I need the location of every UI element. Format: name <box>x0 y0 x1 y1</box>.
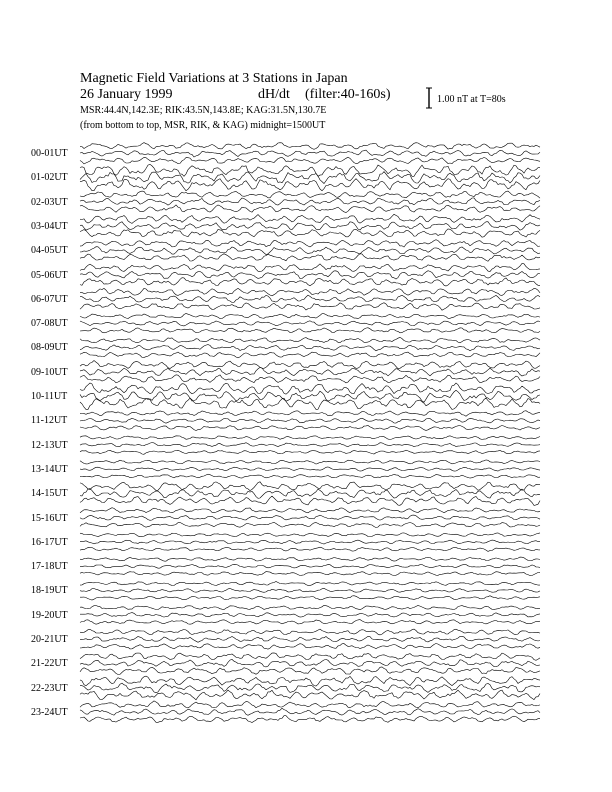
trace-kag <box>80 288 540 295</box>
row-label: 11-12UT <box>31 415 68 427</box>
row-label: 04-05UT <box>31 245 68 257</box>
trace-kag <box>80 508 540 513</box>
trace-rik <box>80 489 540 499</box>
trace-msr <box>80 254 540 262</box>
trace-msr <box>80 643 540 649</box>
trace-rik <box>80 636 540 642</box>
chart-title: Magnetic Field Variations at 3 Stations in Japan <box>80 71 348 86</box>
row-label: 06-07UT <box>31 293 68 305</box>
quantity-label: dH/dt <box>258 87 290 102</box>
trace-kag <box>80 314 540 319</box>
trace-rik <box>80 613 540 618</box>
trace-kag <box>80 460 540 464</box>
trace-kag <box>80 240 540 247</box>
row-label: 08-09UT <box>31 342 68 354</box>
trace-rik <box>80 198 540 205</box>
trace-kag <box>80 533 540 537</box>
row-label: 12-13UT <box>31 439 68 451</box>
stations-line: MSR:44.4N,142.3E; RIK:43.5N,143.8E; KAG:31.5N,130.7E <box>80 105 327 116</box>
trace-msr <box>80 425 540 430</box>
trace-msr <box>80 352 540 358</box>
trace-kag <box>80 582 540 586</box>
row-label: 15-16UT <box>31 512 68 524</box>
trace-kag <box>80 214 540 223</box>
trace-kag <box>80 263 540 271</box>
trace-kag <box>80 676 540 686</box>
chart-date: 26 January 1999 <box>80 87 173 102</box>
row-label: 16-17UT <box>31 536 68 548</box>
trace-kag <box>80 164 540 176</box>
trace-msr <box>80 179 540 191</box>
trace-rik <box>80 222 540 230</box>
row-label: 03-04UT <box>31 220 68 232</box>
trace-kag <box>80 383 540 394</box>
trace-kag <box>80 436 540 440</box>
trace-msr <box>80 620 540 625</box>
trace-kag <box>80 557 540 561</box>
row-label: 21-22UT <box>31 658 68 670</box>
trace-kag <box>80 629 540 635</box>
trace-rik <box>80 659 540 667</box>
trace-rik <box>80 683 540 693</box>
trace-msr <box>80 690 540 700</box>
trace-kag <box>80 701 540 708</box>
trace-rik <box>80 515 540 520</box>
trace-kag <box>80 411 540 417</box>
trace-rik <box>80 708 540 715</box>
row-label: 22-23UT <box>31 682 68 694</box>
row-label: 05-06UT <box>31 269 68 281</box>
trace-rik <box>80 367 540 376</box>
row-label: 18-19UT <box>31 585 68 597</box>
trace-kag <box>80 653 540 660</box>
trace-msr <box>80 596 540 600</box>
trace-kag <box>80 143 540 150</box>
trace-rik <box>80 588 540 592</box>
trace-msr <box>80 450 540 454</box>
order-line: (from bottom to top, MSR, RIK, & KAG) midnight=1500UT <box>80 120 326 131</box>
row-label: 23-24UT <box>31 706 68 718</box>
row-label: 20-21UT <box>31 634 68 645</box>
trace-kag <box>80 191 540 198</box>
trace-msr <box>80 716 540 723</box>
trace-rik <box>80 345 540 351</box>
row-label: 02-03UT <box>31 196 68 208</box>
trace-rik <box>80 390 540 402</box>
row-label: 00-01UT <box>31 148 68 159</box>
trace-rik <box>80 271 540 279</box>
trace-rik <box>80 564 540 568</box>
trace-kag <box>80 361 540 369</box>
trace-rik <box>80 295 540 302</box>
trace-msr <box>80 229 540 237</box>
trace-rik <box>80 150 540 157</box>
trace-msr <box>80 303 540 311</box>
trace-rik <box>80 467 540 471</box>
trace-kag <box>80 337 540 343</box>
trace-rik <box>80 247 540 255</box>
trace-rik <box>80 540 540 544</box>
scale-label: 1.00 nT at T=80s <box>437 94 506 105</box>
trace-msr <box>80 157 540 164</box>
trace-kag <box>80 605 540 609</box>
row-label: 07-08UT <box>31 318 68 330</box>
trace-msr <box>80 522 540 527</box>
trace-kag <box>80 482 540 491</box>
trace-msr <box>80 398 540 409</box>
row-label: 10-11UT <box>31 391 68 402</box>
filter-label: (filter:40-160s) <box>305 87 391 102</box>
trace-msr <box>80 572 540 576</box>
trace-msr <box>80 375 540 383</box>
trace-rik <box>80 443 540 447</box>
row-label: 09-10UT <box>31 366 68 378</box>
trace-msr <box>80 474 540 478</box>
trace-msr <box>80 328 540 333</box>
trace-msr <box>80 547 540 551</box>
trace-rik <box>80 321 540 326</box>
row-label: 19-20UT <box>31 609 68 621</box>
row-label: 01-02UT <box>31 172 68 184</box>
row-label: 17-18UT <box>31 561 68 573</box>
trace-msr <box>80 205 540 213</box>
trace-msr <box>80 667 540 675</box>
row-label: 14-15UT <box>31 488 68 500</box>
trace-rik <box>80 418 540 423</box>
trace-msr <box>80 496 540 505</box>
trace-msr <box>80 278 540 286</box>
row-label: 13-14UT <box>31 463 68 475</box>
